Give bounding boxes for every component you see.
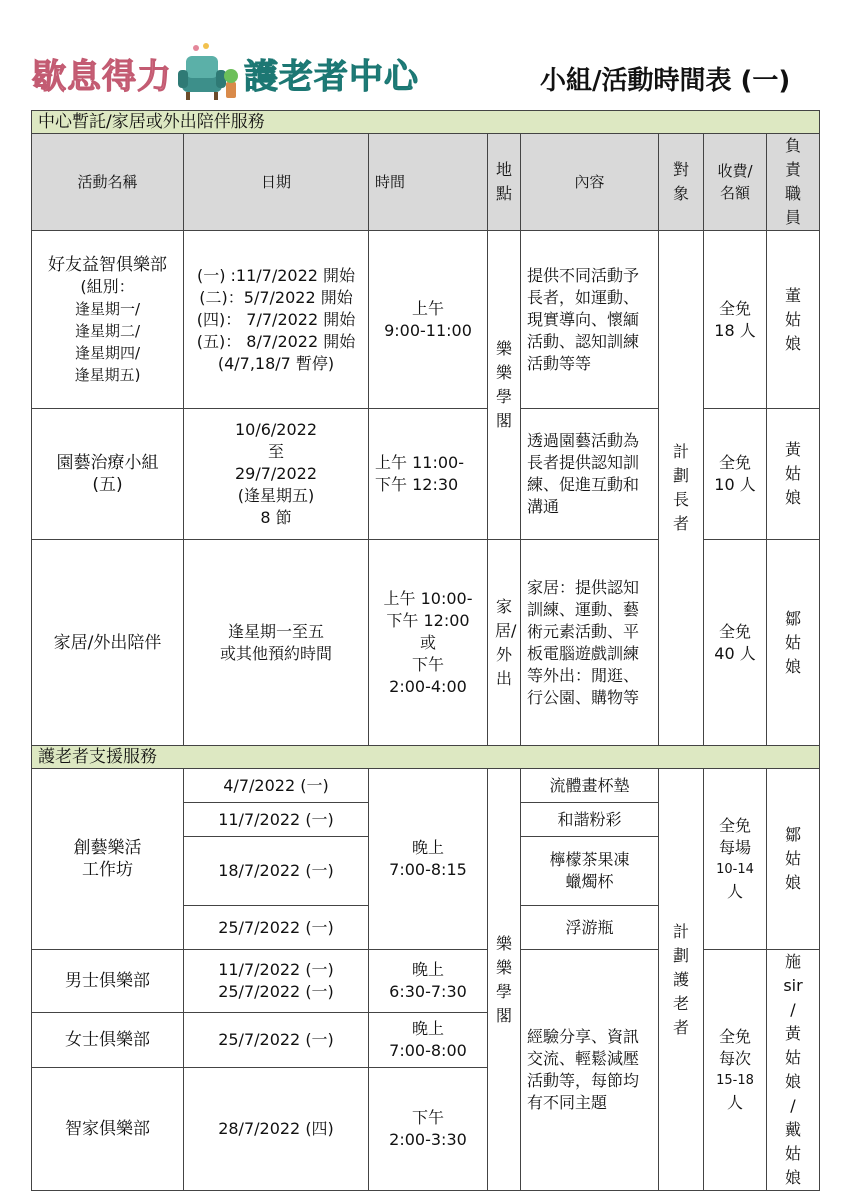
staff-cell: 鄒姑娘: [767, 540, 820, 746]
time-cell: [369, 1068, 488, 1191]
date-cell: 25/7/2022 (一): [184, 1013, 369, 1068]
staff-cell: [767, 950, 820, 1191]
col-content: 內容: [521, 134, 659, 231]
fee-cell: [704, 950, 767, 1191]
section-header-row: [32, 111, 820, 134]
staff-line: sir: [783, 976, 803, 995]
fee-line: 全免: [718, 298, 751, 318]
col-name: 活動名稱: [32, 134, 184, 231]
activity-group: 逢星期二/: [74, 321, 141, 340]
date-line: (一) :11/7/2022 開始: [196, 265, 356, 285]
time-line: 下午 12:30: [375, 475, 459, 494]
content-cell: 經驗分享、資訊交流、輕鬆減壓活動等，每節均有不同主題: [521, 950, 659, 1191]
content-line: 檸檬茶果凍: [549, 850, 630, 869]
fee-line: 人: [726, 882, 743, 901]
time-line: 7:00-8:15: [389, 860, 467, 879]
section-title: 中心暫託/家居或外出陪伴服務: [32, 111, 820, 134]
staff-cell: 鄒姑娘: [767, 769, 820, 950]
activity-name: 園藝治療小組: [56, 453, 159, 473]
date-line: 25/7/2022 (一): [218, 982, 334, 1002]
activity-name: 智家俱樂部: [65, 1119, 150, 1140]
activity-name: 女士俱樂部: [65, 1030, 150, 1051]
time-line: 下午 12:00: [386, 610, 470, 630]
fee-line: 全免: [718, 1027, 751, 1046]
activity-group: 逢星期一/: [74, 299, 141, 318]
date-line: 8 節: [260, 508, 292, 527]
time-line: 或: [419, 632, 436, 652]
armchair-plant-icon: [176, 42, 240, 104]
fee-line: 全免: [718, 453, 751, 472]
content-cell: 提供不同活動予長者，如運動、現實導向、懷緬活動、認知訓練活動等等: [521, 231, 659, 409]
logo-text-part2: 護老者中心: [244, 56, 419, 97]
time-line: 2:00-4:00: [389, 676, 467, 696]
place-cell: 樂樂學閣: [488, 231, 521, 540]
content-line: 蠟燭杯: [565, 872, 614, 891]
time-line: 上午: [411, 298, 444, 318]
section-title: 護老者支援服務: [32, 746, 820, 769]
date-line: (五)： 8/7/2022 開始: [196, 331, 356, 351]
date-line: (逢星期五): [237, 486, 315, 505]
date-cell: [184, 231, 369, 409]
content-cell: [521, 837, 659, 906]
content-cell: 和諧粉彩: [521, 803, 659, 837]
fee-line: 人: [726, 1093, 743, 1112]
date-cell: [184, 540, 369, 746]
target-cell: 計劃護老者: [659, 769, 704, 1191]
activity-name-cell: [32, 540, 184, 746]
schedule-table: [31, 110, 820, 1191]
activity-groups-label: (組別：: [80, 276, 135, 296]
date-cell: [184, 950, 369, 1013]
fee-cell: [704, 540, 767, 746]
activity-name-cell: [32, 231, 184, 409]
content-cell: 透過園藝活動為長者提供認知訓練、促進互動和溝通: [521, 409, 659, 540]
fee-cell: [704, 231, 767, 409]
section-header-row: [32, 746, 820, 769]
date-line: 11/7/2022 (一): [218, 960, 334, 980]
col-fee: 收費/名額: [704, 134, 767, 231]
time-line: 9:00-11:00: [384, 320, 472, 340]
date-cell: [184, 409, 369, 540]
time-cell: [369, 231, 488, 409]
fee-line: 每次: [718, 1049, 751, 1068]
date-line: 10/6/2022: [234, 420, 318, 439]
date-cell: 18/7/2022 (一): [184, 837, 369, 906]
staff-line: 黃姑娘: [784, 1024, 801, 1091]
date-cell: 4/7/2022 (一): [184, 769, 369, 803]
staff-line: /: [790, 1096, 796, 1115]
date-line: (四)： 7/7/2022 開始: [196, 309, 356, 329]
activity-name: 工作坊: [82, 860, 133, 880]
activity-name-suffix: (五): [92, 475, 123, 495]
fee-cell: [704, 769, 767, 950]
page-title: 小組/活動時間表 (一): [540, 66, 791, 96]
date-line: 逢星期一至五: [227, 621, 324, 641]
time-line: 下午: [411, 654, 444, 674]
col-target: 對象: [659, 134, 704, 231]
time-line: 2:00-3:30: [389, 1130, 467, 1150]
time-line: 晚上: [411, 960, 444, 980]
staff-line: /: [790, 1000, 796, 1019]
activity-name: 家居/外出陪伴: [53, 632, 162, 653]
place-cell: 家居/外出: [488, 540, 521, 746]
content-cell: 流體畫杯墊: [521, 769, 659, 803]
time-cell: [369, 950, 488, 1013]
activity-name-cell: [32, 769, 184, 950]
time-cell: [369, 540, 488, 746]
activity-name: 創藝樂活: [73, 838, 142, 858]
fee-line: 10-14: [716, 862, 754, 877]
col-date: 日期: [184, 134, 369, 231]
col-place: 地點: [488, 134, 521, 231]
fee-line: 15-18: [716, 1073, 754, 1088]
date-cell: 25/7/2022 (一): [184, 906, 369, 950]
time-line: 7:00-8:00: [389, 1041, 467, 1061]
table-row: [32, 769, 820, 803]
time-cell: [369, 409, 488, 540]
staff-cell: 董姑娘: [767, 231, 820, 409]
time-line: 晚上: [411, 1019, 444, 1039]
activity-name-cell: [32, 409, 184, 540]
staff-line: 戴姑娘: [784, 1120, 801, 1187]
table-row: [32, 231, 820, 409]
time-cell: [369, 1013, 488, 1068]
time-line: 下午: [411, 1108, 444, 1128]
time-line: 上午 10:00-: [383, 588, 473, 608]
staff-line: 施: [784, 952, 801, 971]
place-cell: 樂樂學閣: [488, 769, 521, 1191]
activity-name-cell: [32, 1068, 184, 1191]
fee-line: 10 人: [714, 475, 756, 494]
logo-text-part1: 歇息得力: [32, 56, 172, 97]
time-line: 晚上: [411, 838, 444, 857]
col-staff: 負責職員: [767, 134, 820, 231]
content-cell: 浮游瓶: [521, 906, 659, 950]
staff-cell: 黃姑娘: [767, 409, 820, 540]
content-cell: 家居：提供認知訓練、運動、藝術元素活動、平板電腦遊戲訓練等外出：閒逛、行公園、購物等: [521, 540, 659, 746]
fee-line: 18 人: [714, 320, 756, 340]
date-cell: 11/7/2022 (一): [184, 803, 369, 837]
date-cell: 28/7/2022 (四): [184, 1068, 369, 1191]
date-line: (4/7,18/7 暫停): [217, 353, 335, 373]
date-line: (二)：5/7/2022 開始: [199, 287, 353, 307]
activity-group: 逢星期五): [74, 365, 141, 384]
fee-line: 40 人: [714, 643, 756, 663]
fee-line: 每場: [718, 838, 751, 857]
column-header-row: [32, 134, 820, 231]
date-line: 29/7/2022: [234, 464, 318, 483]
time-line: 上午 11:00-: [375, 453, 464, 472]
activity-name-cell: [32, 950, 184, 1013]
activity-name: 男士俱樂部: [65, 971, 150, 992]
col-time: 時間: [369, 134, 488, 231]
time-cell: [369, 769, 488, 950]
fee-line: 全免: [718, 816, 751, 835]
date-line: 或其他預約時間: [219, 643, 332, 663]
center-logo: [32, 38, 419, 108]
activity-name-cell: [32, 1013, 184, 1068]
activity-name: 好友益智俱樂部: [48, 254, 167, 275]
fee-line: 全免: [718, 621, 751, 641]
target-cell: 計劃長者: [659, 231, 704, 746]
activity-group: 逢星期四/: [74, 343, 141, 362]
date-line: 至: [267, 442, 284, 461]
fee-cell: [704, 409, 767, 540]
time-line: 6:30-7:30: [389, 982, 467, 1002]
